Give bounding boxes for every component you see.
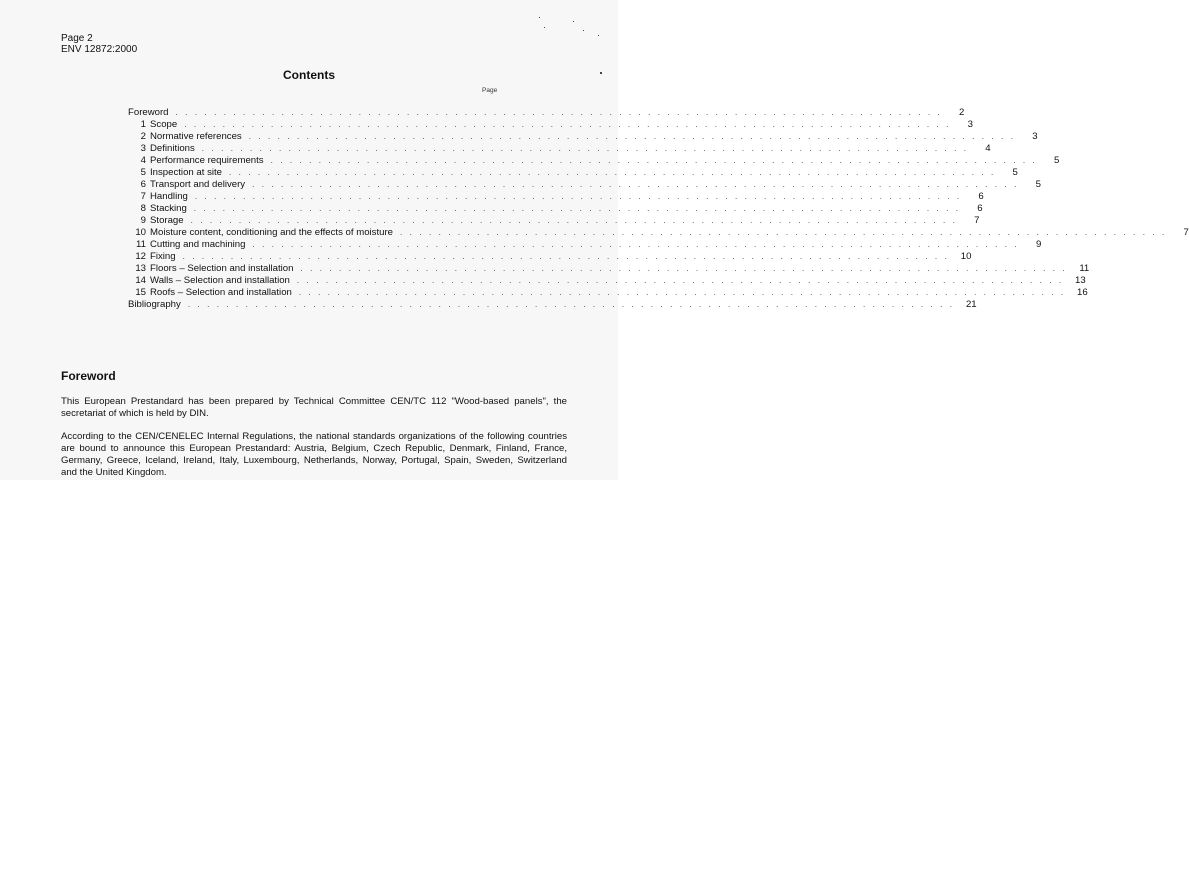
toc-entry [128, 203, 983, 215]
toc-leader-dots: . . . . . . . . . . . . . . . . . . . . . . . . . . . . . . . . . . . . . . . . . . . . . . . . . . . . . . . . . . . . . . . . . . . . . . . . . . . . . . . . [298, 288, 1066, 297]
toc-entry [128, 107, 965, 119]
toc-entry-page: 9 [1035, 239, 1042, 250]
contents-title: Contents [283, 68, 335, 82]
page-number-label: Page 2 [61, 33, 93, 44]
toc-leader-dots: . . . . . . . . . . . . . . . . . . . . . . . . . . . . . . . . . . . . . . . . . . . . . . . . . . . . . . . . . . . . . . . . . . . . . . . . . . . . . . . . [229, 168, 996, 177]
toc-leader-dots: . . . . . . . . . . . . . . . . . . . . . . . . . . . . . . . . . . . . . . . . . . . . . . . . . . . . . . . . . . . . . . . . . . . . . . . . . . . . . . . . [187, 300, 955, 309]
toc-leader-dots: . . . . . . . . . . . . . . . . . . . . . . . . . . . . . . . . . . . . . . . . . . . . . . . . . . . . . . . . . . . . . . . . . . . . . . . . . . . . . . . . [252, 240, 1020, 249]
toc-entry [128, 251, 972, 263]
toc-entry-page: 7 [974, 215, 980, 226]
toc-entry-number: 8 [140, 203, 146, 214]
toc-entry-page: 3 [1032, 131, 1038, 142]
toc-entry-page: 3 [967, 119, 974, 130]
document-id: ENV 12872:2000 [61, 44, 138, 55]
toc-entry-page: 2 [959, 107, 965, 118]
page-column-label: Page [482, 87, 498, 94]
toc-entry-label: Storage [150, 215, 184, 226]
toc-entry-label: Inspection at site [150, 167, 222, 178]
toc-entry [128, 227, 1189, 239]
toc-entry-label: Scope [150, 119, 178, 130]
toc-entry-page: 16 [1077, 287, 1088, 298]
toc-entry-label: Bibliography [128, 299, 181, 310]
toc-entry-number: 3 [140, 143, 146, 154]
toc-entry-number: 6 [140, 179, 146, 190]
toc-entry [128, 191, 984, 203]
toc-leader-dots: . . . . . . . . . . . . . . . . . . . . . . . . . . . . . . . . . . . . . . . . . . . . . . . . . . . . . . . . . . . . . . . . . . . . . . . . . . . . . . . . [296, 276, 1064, 285]
toc-entry [128, 215, 980, 227]
page-header [61, 33, 137, 55]
toc-leader-dots: . . . . . . . . . . . . . . . . . . . . . . . . . . . . . . . . . . . . . . . . . . . . . . . . . . . . . . . . . . . . . . . . . . . . . . . . . . . . . . . . [190, 216, 958, 225]
page-blank-area [0, 480, 618, 874]
toc-entry-label: Moisture content, conditioning and the effects of moisture [150, 227, 394, 238]
toc-entry-number: 14 [135, 275, 146, 286]
table-of-contents [128, 107, 1189, 311]
toc-leader-dots: . . . . . . . . . . . . . . . . . . . . . . . . . . . . . . . . . . . . . . . . . . . . . . . . . . . . . . . . . . . . . . . . . . . . . . . . . . . . . . . . [270, 156, 1038, 165]
toc-entry-label: Definitions [150, 143, 195, 154]
toc-entry-number: 5 [140, 167, 146, 178]
toc-entry-number: 11 [136, 239, 146, 250]
toc-entry-number: 4 [140, 155, 146, 166]
toc-leader-dots: . . . . . . . . . . . . . . . . . . . . . . . . . . . . . . . . . . . . . . . . . . . . . . . . . . . . . . . . . . . . . . . . . . . . . . . . . . . . . . . . [193, 204, 961, 213]
toc-entry-page: 13 [1075, 275, 1086, 286]
toc-leader-dots: . . . . . . . . . . . . . . . . . . . . . . . . . . . . . . . . . . . . . . . . . . . . . . . . . . . . . . . . . . . . . . . . . . . . . . . . . . . . . . . . [182, 252, 950, 261]
toc-entry-page: 4 [985, 143, 991, 154]
toc-leader-dots: . . . . . . . . . . . . . . . . . . . . . . . . . . . . . . . . . . . . . . . . . . . . . . . . . . . . . . . . . . . . . . . . . . . . . . . . . . . . . . . . [175, 108, 943, 117]
toc-leader-dots: . . . . . . . . . . . . . . . . . . . . . . . . . . . . . . . . . . . . . . . . . . . . . . . . . . . . . . . . . . . . . . . . . . . . . . . . . . . . . . . . [248, 132, 1016, 141]
toc-entry [128, 287, 1088, 299]
foreword-heading: Foreword [61, 369, 116, 383]
toc-entry-page: 21 [965, 299, 977, 310]
toc-entry-page: 5 [1054, 155, 1060, 166]
toc-entry-page: 5 [1035, 179, 1041, 190]
toc-leader-dots: . . . . . . . . . . . . . . . . . . . . . . . . . . . . . . . . . . . . . . . . . . . . . . . . . . . . . . . . . . . . . . . . . . . . . . . . . . . . . . . . [300, 264, 1068, 273]
toc-entry-number: 1 [140, 119, 146, 130]
toc-entry [128, 179, 1041, 191]
toc-leader-dots: . . . . . . . . . . . . . . . . . . . . . . . . . . . . . . . . . . . . . . . . . . . . . . . . . . . . . . . . . . . . . . . . . . . . . . . . . . . . . . . . [201, 144, 969, 153]
foreword-paragraph-1: This European Prestandard has been prepared by Technical Committee CEN/TC 112 "Wood-based panels", the secretariat of which is held by DIN. [61, 396, 567, 419]
toc-leader-dots: . . . . . . . . . . . . . . . . . . . . . . . . . . . . . . . . . . . . . . . . . . . . . . . . . . . . . . . . . . . . . . . . . . . . . . . . . . . . . . . . [400, 228, 1167, 237]
toc-entry [128, 143, 991, 155]
toc-entry [128, 275, 1086, 287]
toc-entry-number: 9 [140, 215, 146, 226]
toc-entry [128, 239, 1042, 251]
toc-entry-number: 13 [135, 263, 146, 274]
toc-leader-dots: . . . . . . . . . . . . . . . . . . . . . . . . . . . . . . . . . . . . . . . . . . . . . . . . . . . . . . . . . . . . . . . . . . . . . . . . . . . . . . . . [184, 120, 952, 129]
toc-leader-dots: . . . . . . . . . . . . . . . . . . . . . . . . . . . . . . . . . . . . . . . . . . . . . . . . . . . . . . . . . . . . . . . . . . . . . . . . . . . . . . . . [252, 180, 1019, 189]
toc-entry-label: Foreword [128, 107, 169, 118]
toc-entry [128, 119, 974, 131]
toc-entry-page: 5 [1012, 167, 1018, 178]
toc-entry-number: 10 [135, 227, 146, 238]
toc-entry-number: 15 [135, 287, 146, 298]
toc-entry [128, 155, 1060, 167]
toc-entry-label: Walls – Selection and installation [150, 275, 290, 286]
toc-entry-page: 10 [960, 251, 972, 262]
toc-entry-page: 6 [978, 191, 984, 202]
toc-entry-label: Transport and delivery [150, 179, 246, 190]
toc-entry-number: 2 [140, 131, 146, 142]
toc-entry-label: Cutting and machining [150, 239, 246, 250]
foreword-paragraph-2: According to the CEN/CENELEC Internal Regulations, the national standards organizations of the following countries are bound to announce this European Prestandard: Austria, Belgium, Czech Republic, Denmark, Finland, France, Germany, Greece, Iceland, Ireland, Italy, Luxembourg, Netherlands, Norway, Portugal, Spain, Sweden, Switzerland and the United Kingdom. [61, 431, 567, 478]
toc-entry-label: Fixing [150, 251, 176, 262]
toc-entry-page: 6 [977, 203, 983, 214]
toc-entry [128, 167, 1018, 179]
toc-entry-label: Stacking [150, 203, 187, 214]
toc-leader-dots: . . . . . . . . . . . . . . . . . . . . . . . . . . . . . . . . . . . . . . . . . . . . . . . . . . . . . . . . . . . . . . . . . . . . . . . . . . . . . . . . [194, 192, 962, 201]
toc-entry-label: Handling [150, 191, 188, 202]
toc-entry-number: 12 [135, 251, 146, 262]
toc-entry-number: 7 [140, 191, 146, 202]
toc-entry [128, 263, 1090, 275]
toc-entry [128, 131, 1038, 143]
toc-entry-label: Performance requirements [150, 155, 264, 166]
toc-entry [128, 299, 977, 311]
toc-entry-page: 11 [1079, 263, 1090, 274]
toc-entry-label: Normative references [150, 131, 242, 142]
toc-entry-label: Roofs – Selection and installation [150, 287, 292, 298]
toc-entry-page: 7 [1183, 227, 1189, 238]
toc-entry-label: Floors – Selection and installation [150, 263, 294, 274]
